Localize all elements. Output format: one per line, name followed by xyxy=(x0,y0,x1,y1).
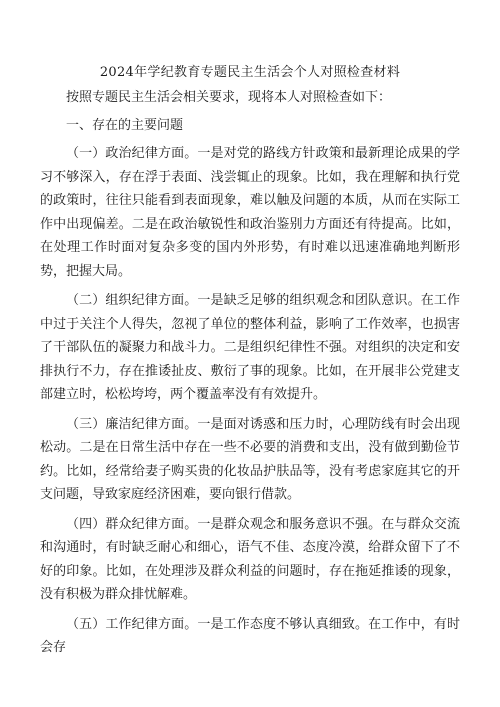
paragraph-mass-discipline: （四）群众纪律方面。一是群众观念和服务意识不强。在与群众交流和沟通时，有时缺乏耐心和细心，语气不佳、态度冷漠，给群众留下了不好的印象。比如，在处理涉及群众利益的问题时，存在拖延推诿的现象，没有积极为群众排忧解难。 xyxy=(40,516,460,602)
document-title: 2024年学纪教育专题民主生活会个人对照检查材料 xyxy=(99,65,401,80)
paragraph-work-discipline: （五）工作纪律方面。一是工作态度不够认真细致。在工作中，有时会存 xyxy=(40,616,460,655)
paragraph-integrity-discipline: （三）廉洁纪律方面。一是面对诱惑和压力时，心理防线有时会出现松动。二是在日常生活中存在一些不必要的消费和支出，没有做到勤俭节约。比如，经常给妻子购买贵的化妆品护肤品等，没有考虑家庭其它的开支问题，导致家庭经济困难，要向银行借款。 xyxy=(40,416,460,502)
intro-paragraph: 按照专题民主生活会相关要求，现将本人对照检查如下： xyxy=(66,90,392,105)
paragraph-organizational-discipline: （二）组织纪律方面。一是缺乏足够的组织观念和团队意识。在工作中过于关注个人得失，忽视了单位的整体利益，影响了工作效率，也损害了干部队伍的凝聚力和战斗力。二是组织纪律性不强。对组织的决定和安排执行不力，存在推诿扯皮、敷衍了事的现象。比如，在开展非公党建支部建立时，松松垮垮，两个覆盖率没有有效提升。 xyxy=(40,293,460,402)
document-body xyxy=(40,86,460,666)
paragraph-political-discipline: （一）政治纪律方面。一是对党的路线方针政策和最新理论成果的学习不够深入，存在浮于表面、浅尝辄止的现象。比如，我在理解和执行党的政策时，往往只能看到表面现象，难以触及问题的本质，从而在实际工作中出现偏差。二是在政治敏锐性和政治鉴别力方面还有待提高。比如，在处理工作时面对复杂多变的国内外形势，有时难以迅速准确地判断形势，把握大局。 xyxy=(40,146,460,279)
section-heading: 一、存在的主要问题 xyxy=(66,117,184,133)
